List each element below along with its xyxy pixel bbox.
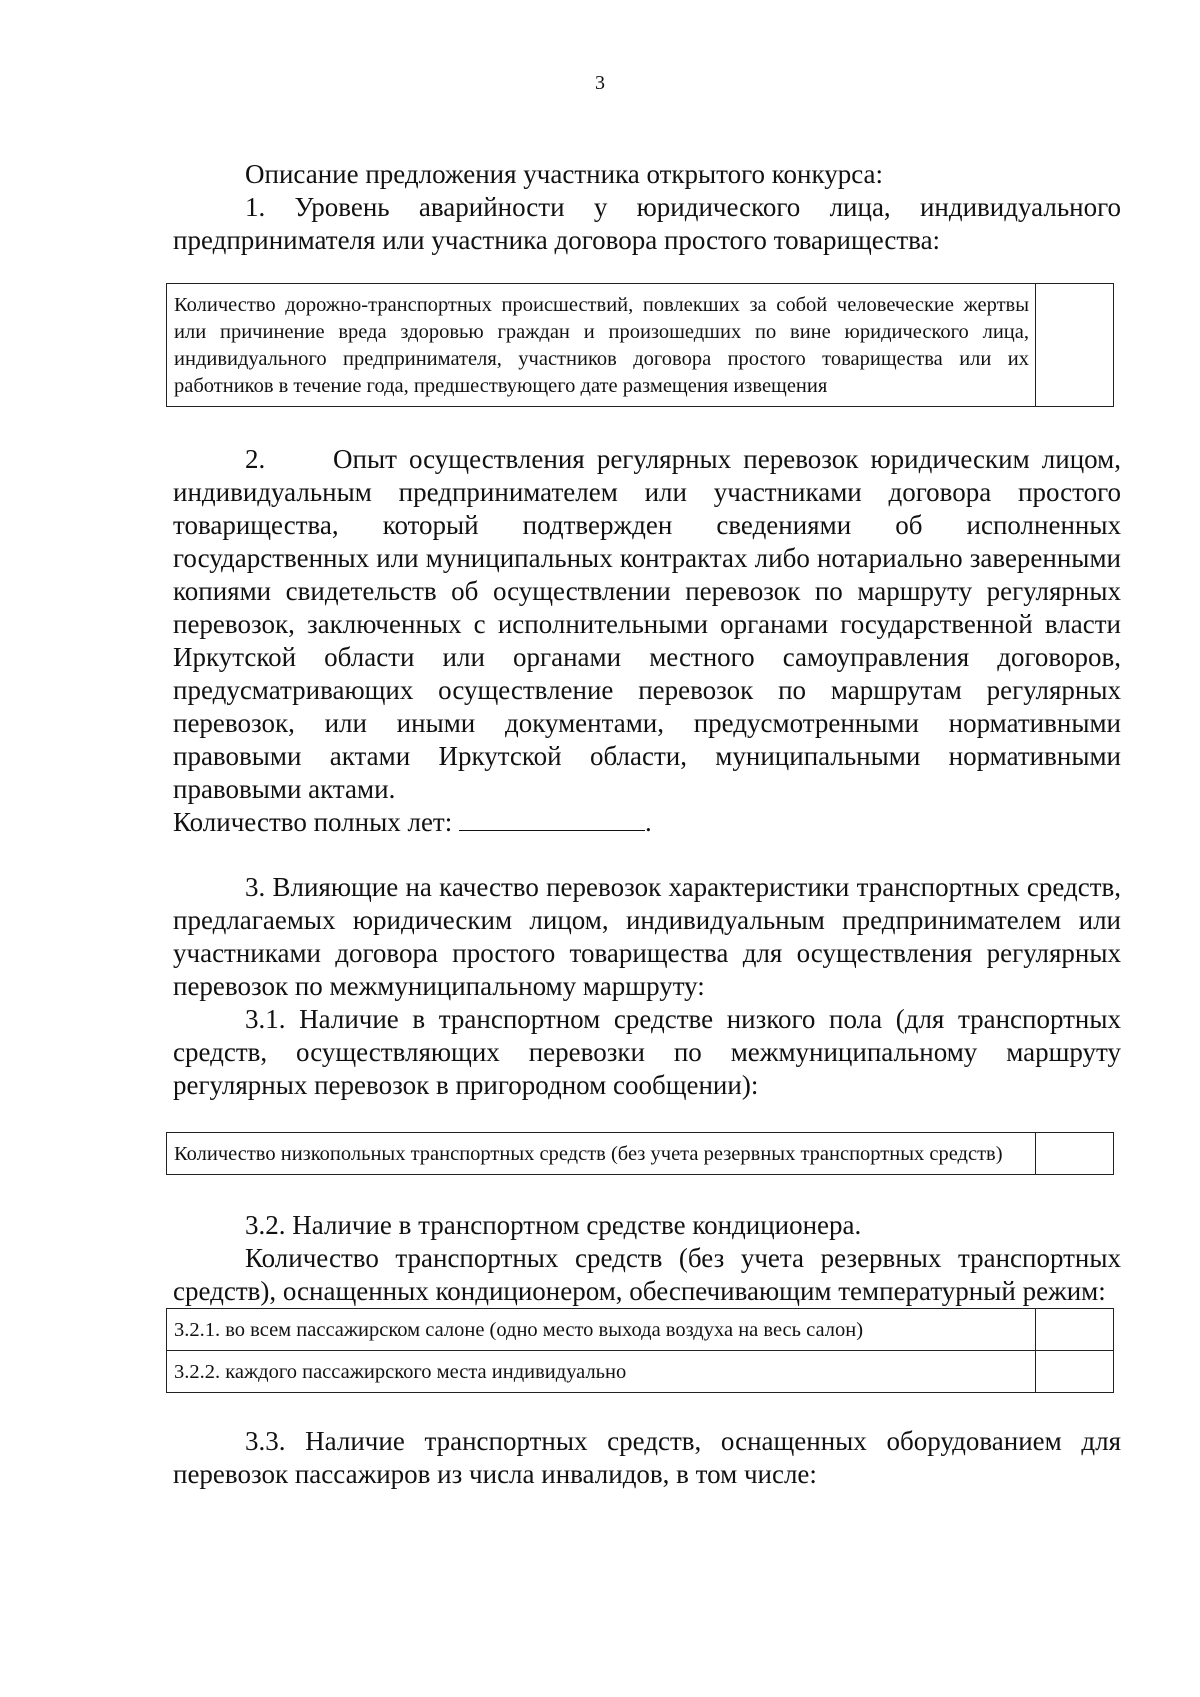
table-row xyxy=(167,284,1114,407)
ac-whole-cabin-field[interactable] xyxy=(1036,1309,1114,1351)
table-row xyxy=(167,1133,1114,1175)
years-label: Количество полных лет: xyxy=(173,807,453,837)
air-conditioning-table xyxy=(166,1308,1114,1393)
page-number: 3 xyxy=(595,72,605,94)
document-body xyxy=(173,158,1121,1491)
table-row xyxy=(167,1351,1114,1393)
accident-rate-table xyxy=(166,283,1114,407)
paragraph-item-3-2-title: 3.2. Наличие в транспортном средстве кондиционера. xyxy=(245,1210,862,1240)
accident-count-field[interactable] xyxy=(1036,284,1114,407)
paragraph-item-1: 1. Уровень аварийности у юридического лица, индивидуального предпринимателя или участника договора простого товарищества: xyxy=(173,192,1121,255)
years-line xyxy=(173,806,1121,839)
low-floor-table xyxy=(166,1132,1114,1175)
item-2-text: Опыт осуществления регулярных перевозок юридическим лицом, индивидуальным предпринимателем или участниками договора простого товарищества, который подтвержден сведениями об исполненных государственных или муниципальных контрактах либо нотариально заверенными копиями свидетельств об осуществлении перевозок по маршруту регулярных перевозок, заключенных с исполнительными органами государственной власти Иркутской области или органами местного самоуправления договоров, предусматривающих осуществление перевозок по маршрутам регулярных перевозок, или иными документами, предусмотренными нормативными правовыми актами Иркутской области, муниципальными нормативными правовыми актами. xyxy=(173,444,1121,804)
accident-count-label: Количество дорожно-транспортных происшествий, повлекших за собой человеческие жертвы или причинение вреда здоровью граждан и произошедших по вине юридического лица, индивидуального предпринимателя, участников договора простого товарищества или их работников в течение года, предшествующего дате размещения извещения xyxy=(167,284,1036,407)
paragraph-item-3: 3. Влияющие на качество перевозок характеристики транспортных средств, предлагаемых юридическим лицом, индивидуальным предпринимателем или участниками договора простого товарищества для осуществления регулярных перевозок по межмуниципальному маршруту: xyxy=(173,872,1121,1001)
ac-whole-cabin-label: 3.2.1. во всем пассажирском салоне (одно место выхода воздуха на весь салон) xyxy=(167,1309,1036,1351)
paragraph-item-3-3: 3.3. Наличие транспортных средств, оснащенных оборудованием для перевозок пассажиров из числа инвалидов, в том числе: xyxy=(173,1426,1121,1489)
years-end: . xyxy=(644,807,652,837)
paragraph-item-3-2-text: Количество транспортных средств (без учета резервных транспортных средств), оснащенных кондиционером, обеспечивающим температурный режим: xyxy=(173,1243,1121,1306)
paragraph-item-2 xyxy=(173,443,1121,806)
section-heading: Описание предложения участника открытого конкурса: xyxy=(245,159,884,189)
years-input-line[interactable] xyxy=(459,806,645,831)
ac-each-seat-field[interactable] xyxy=(1036,1351,1114,1393)
paragraph-item-3-1: 3.1. Наличие в транспортном средстве низкого пола (для транспортных средств, осуществляющих перевозки по межмуниципальному маршруту регулярных перевозок в пригородном сообщении): xyxy=(173,1004,1121,1100)
low-floor-count-field[interactable] xyxy=(1036,1133,1114,1175)
table-row xyxy=(167,1309,1114,1351)
item-2-number: 2. xyxy=(245,444,266,474)
low-floor-count-label: Количество низкопольных транспортных средств (без учета резервных транспортных средств) xyxy=(167,1133,1036,1175)
ac-each-seat-label: 3.2.2. каждого пассажирского места индивидуально xyxy=(167,1351,1036,1393)
